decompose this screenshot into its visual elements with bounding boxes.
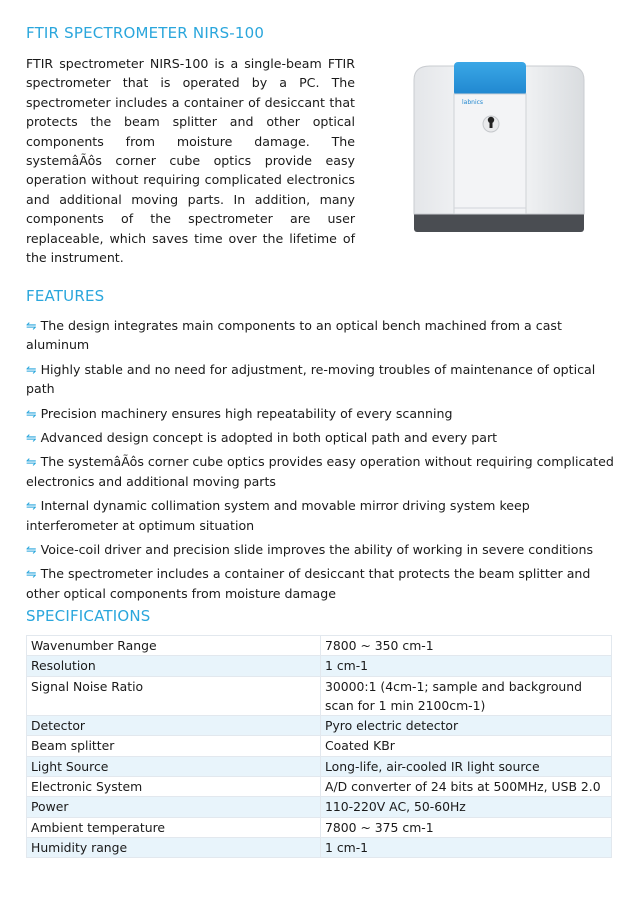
table-row: [27, 797, 612, 817]
feature-item: [26, 428, 616, 447]
spec-value: 110-220V AC, 50-60Hz: [321, 797, 612, 817]
features-list: [26, 316, 616, 608]
product-description: FTIR spectrometer NIRS-100 is a single-beam FTIR spectrometer that is operated by a PC. The spectrometer includes a container of desiccant that protects the beam splitter and other optical components from moisture damage. The systemâÃôs corner cube optics provide easy operation without requiring complicated electronics and additional moving parts. In addition, many components of the spectrometer are user replaceable, which saves time over the lifetime of the instrument.: [26, 56, 355, 266]
spec-label: Humidity range: [27, 837, 321, 857]
spec-label: Light Source: [27, 756, 321, 776]
table-row: [27, 837, 612, 857]
spec-label: Electronic System: [27, 777, 321, 797]
feature-item: [26, 452, 616, 491]
spectrometer-image: [410, 58, 588, 238]
spec-value: Long-life, air-cooled IR light source: [321, 756, 612, 776]
brand-logo: labnics: [462, 99, 484, 106]
table-row: [27, 817, 612, 837]
specifications-title: SPECIFICATIONS: [26, 607, 151, 625]
feature-item: [26, 564, 616, 603]
feature-text: The spectrometer includes a container of desiccant that protects the beam splitter and other optical components from moisture damage: [26, 566, 591, 601]
swap-arrow-icon: ⇋: [26, 430, 37, 446]
swap-arrow-icon: ⇋: [26, 498, 37, 514]
spec-value: A/D converter of 24 bits at 500MHz, USB 2.0: [321, 777, 612, 797]
spec-value: 1 cm-1: [321, 656, 612, 676]
feature-item: [26, 316, 616, 355]
feature-text: The design integrates main components to an optical bench machined from a cast aluminum: [26, 318, 562, 353]
swap-arrow-icon: ⇋: [26, 454, 37, 470]
table-row: [27, 676, 612, 716]
feature-item: [26, 496, 616, 535]
spec-label: Wavenumber Range: [27, 636, 321, 656]
feature-item: [26, 360, 616, 399]
feature-text: Highly stable and no need for adjustment, re-moving troubles of maintenance of optical path: [26, 361, 596, 397]
product-title: FTIR SPECTROMETER NIRS-100: [26, 24, 265, 42]
swap-arrow-icon: ⇋: [26, 566, 37, 582]
feature-item: [26, 404, 616, 423]
table-row: [27, 716, 612, 736]
table-row: [27, 656, 612, 676]
swap-arrow-icon: ⇋: [26, 361, 37, 377]
feature-text: Internal dynamic collimation system and movable mirror driving system keep interferometer at optimum situation: [26, 498, 530, 533]
spec-label: Detector: [27, 716, 321, 736]
table-row: [27, 636, 612, 656]
feature-text: Advanced design concept is adopted in both optical path and every part: [40, 430, 498, 446]
swap-arrow-icon: ⇋: [26, 542, 37, 558]
specifications-table: [26, 635, 612, 858]
spec-label: Power: [27, 797, 321, 817]
spec-value: 30000:1 (4cm-1; sample and background scan for 1 min 2100cm-1): [321, 676, 612, 716]
spec-label: Resolution: [27, 656, 321, 676]
feature-text: The systemâÃôs corner cube optics provides easy operation without requiring complicated electronics and additional moving parts: [26, 454, 614, 489]
spec-label: Beam splitter: [27, 736, 321, 756]
spec-value: 7800 ~ 375 cm-1: [321, 817, 612, 837]
spec-label: Ambient temperature: [27, 817, 321, 837]
table-row: [27, 777, 612, 797]
spec-value: 7800 ~ 350 cm-1: [321, 636, 612, 656]
swap-arrow-icon: ⇋: [26, 318, 37, 333]
swap-arrow-icon: ⇋: [26, 405, 37, 421]
spec-label: Signal Noise Ratio: [27, 676, 321, 716]
table-row: [27, 756, 612, 776]
table-row: [27, 736, 612, 756]
features-title: FEATURES: [26, 287, 105, 305]
feature-text: Precision machinery ensures high repeatability of every scanning: [40, 405, 453, 421]
feature-text: Voice-coil driver and precision slide improves the ability of working in severe conditions: [40, 542, 594, 558]
spec-value: Coated KBr: [321, 736, 612, 756]
feature-item: [26, 540, 616, 559]
spec-value: Pyro electric detector: [321, 716, 612, 736]
spec-value: 1 cm-1: [321, 837, 612, 857]
